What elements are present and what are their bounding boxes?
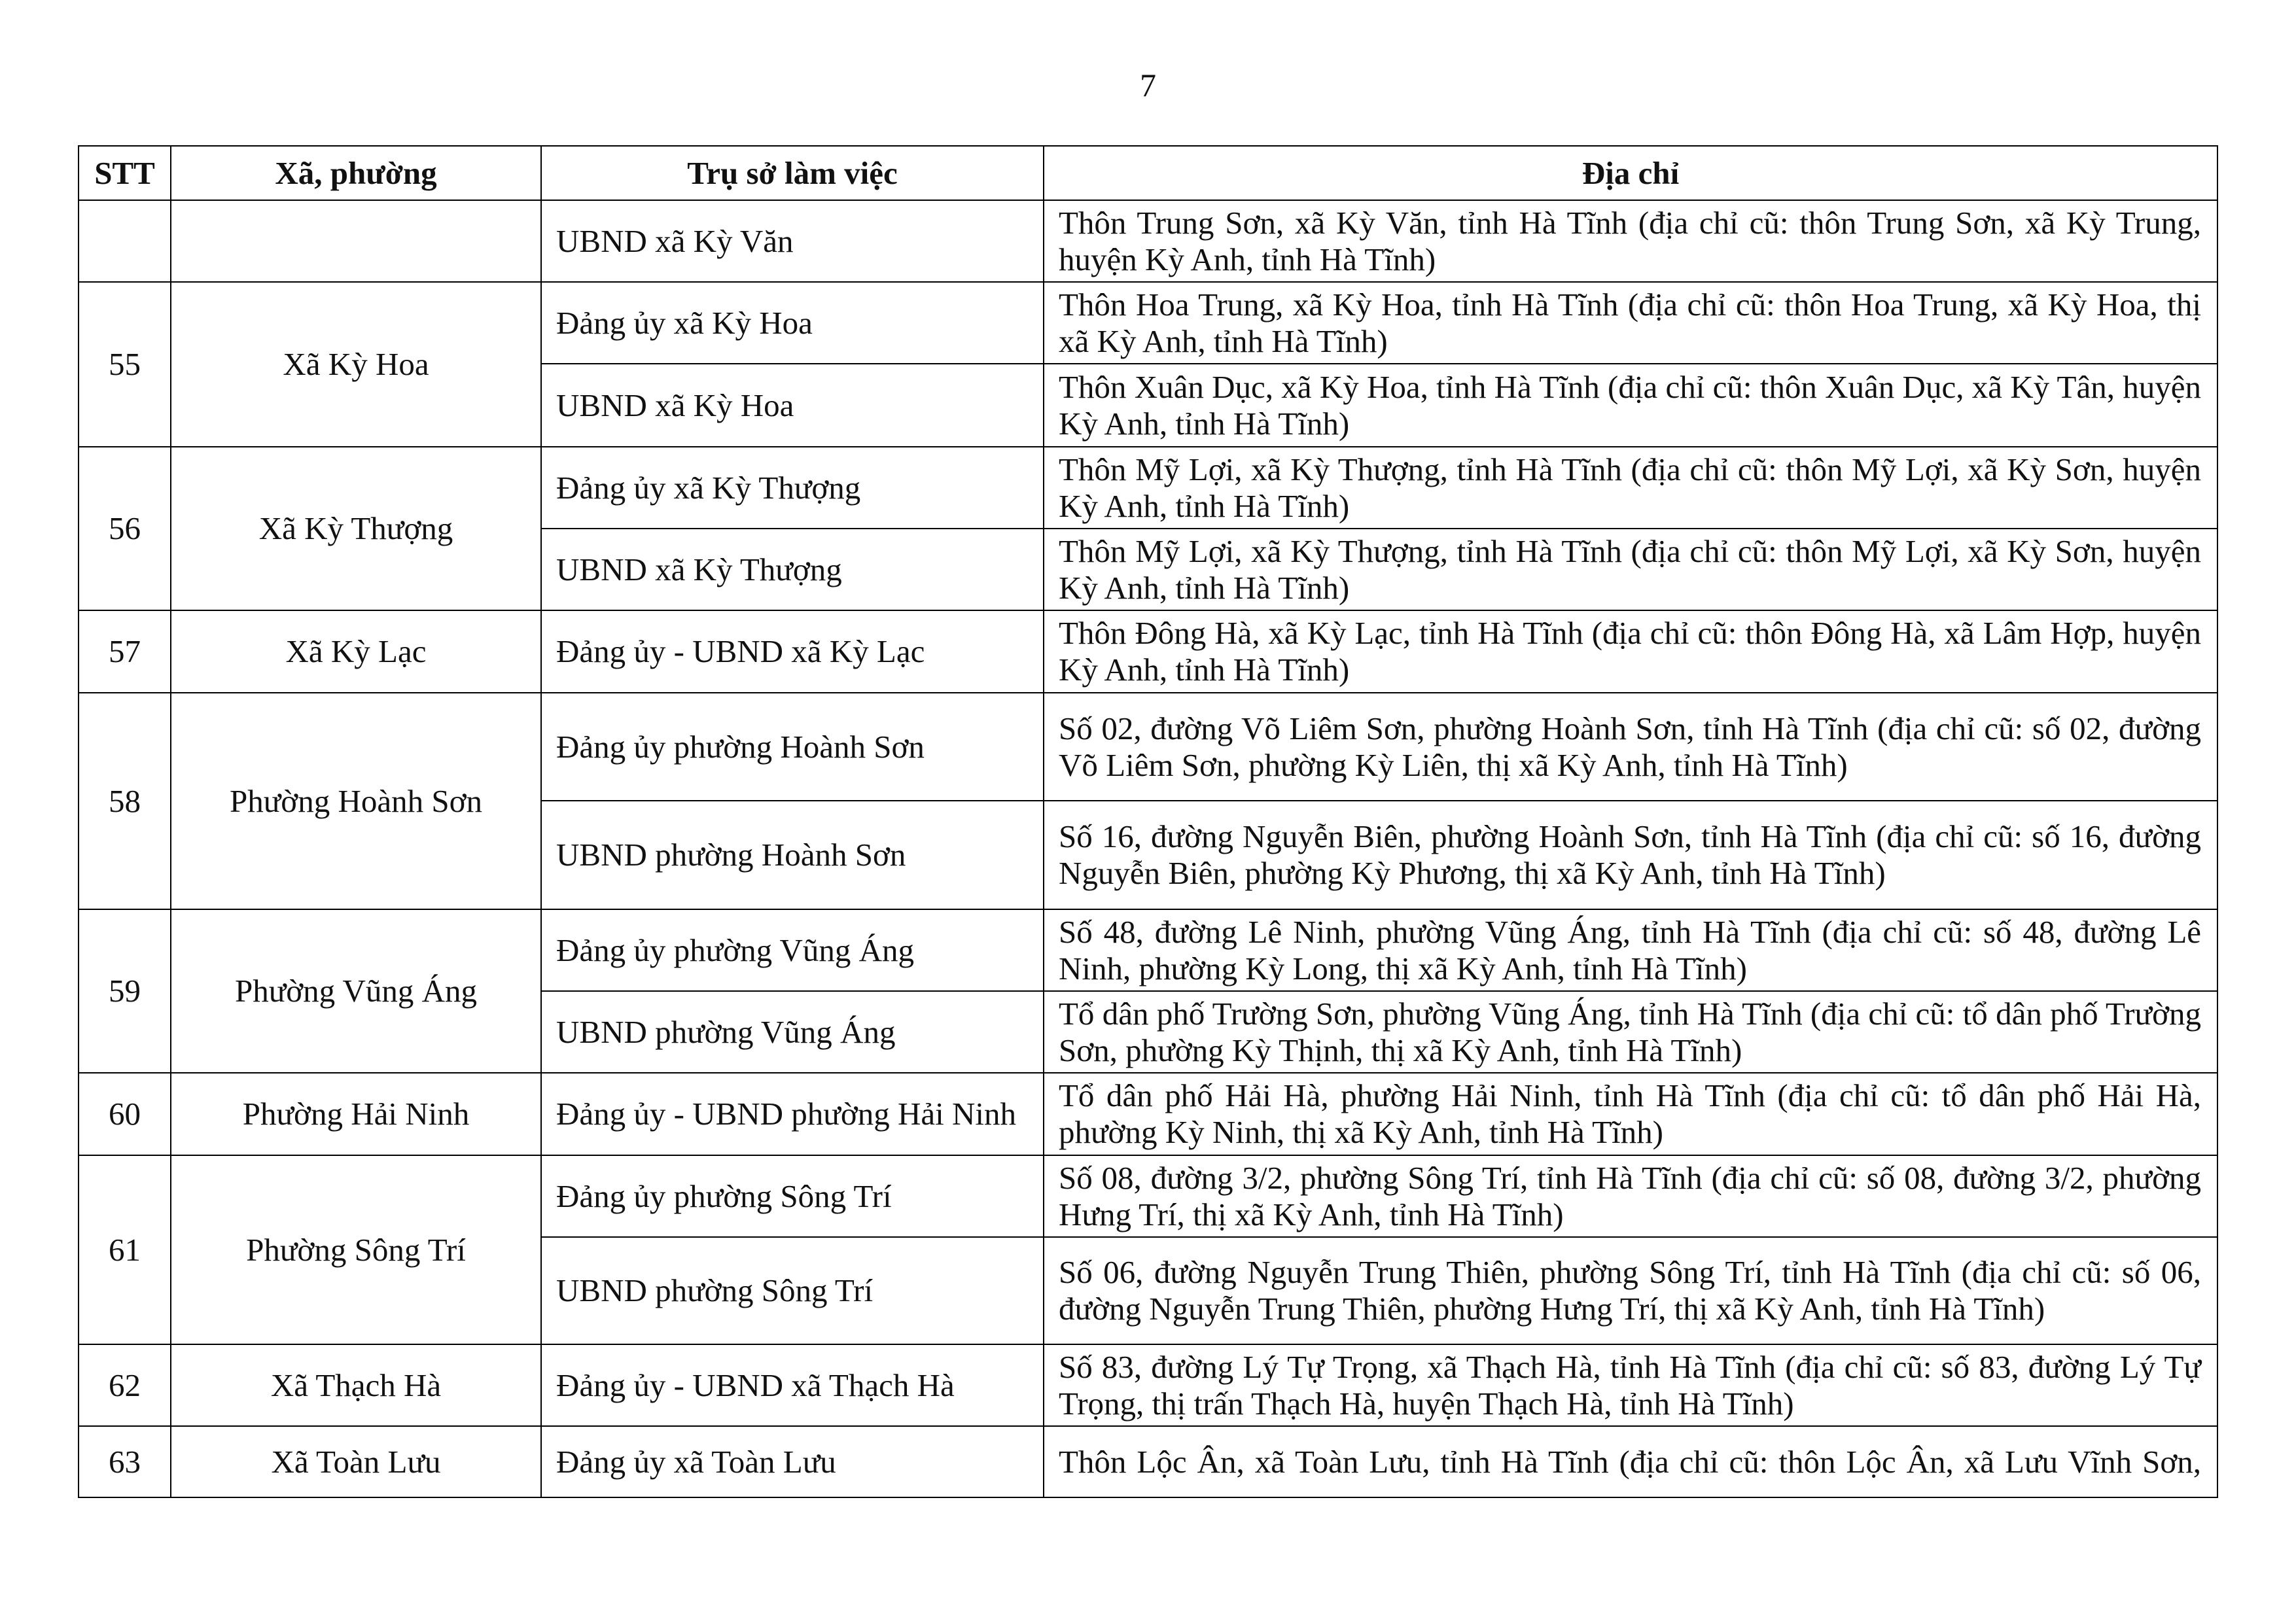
header-address: Địa chỉ — [1044, 146, 2217, 200]
cell-unit: Xã Thạch Hà — [171, 1344, 541, 1426]
table-row — [79, 1073, 2217, 1155]
cell-address: Tổ dân phố Hải Hà, phường Hải Ninh, tỉnh Hà Tĩnh (địa chỉ cũ: tổ dân phố Hải Hà, phường Kỳ Ninh, thị xã Kỳ Anh, tỉnh Hà Tĩnh) — [1044, 1073, 2217, 1155]
cell-office: UBND phường Vũng Áng — [541, 991, 1044, 1073]
cell-office: Đảng ủy xã Kỳ Hoa — [541, 282, 1044, 364]
cell-unit — [171, 200, 541, 282]
table-row — [79, 610, 2217, 693]
table-row — [79, 282, 2217, 364]
cell-address: Tổ dân phố Trường Sơn, phường Vũng Áng, tỉnh Hà Tĩnh (địa chỉ cũ: tổ dân phố Trường Sơn, phường Kỳ Thịnh, thị xã Kỳ Anh, tỉnh Hà Tĩnh) — [1044, 991, 2217, 1073]
table-row — [79, 447, 2217, 529]
cell-unit: Phường Vũng Áng — [171, 909, 541, 1073]
cell-unit: Xã Kỳ Hoa — [171, 282, 541, 447]
cell-office: UBND phường Sông Trí — [541, 1237, 1044, 1344]
cell-stt: 61 — [79, 1155, 171, 1344]
cell-address: Thôn Xuân Dục, xã Kỳ Hoa, tỉnh Hà Tĩnh (địa chỉ cũ: thôn Xuân Dục, xã Kỳ Tân, huyện Kỳ Anh, tỉnh Hà Tĩnh) — [1044, 364, 2217, 447]
cell-office: Đảng ủy phường Sông Trí — [541, 1155, 1044, 1237]
cell-office: UBND xã Kỳ Văn — [541, 200, 1044, 282]
cell-address: Số 83, đường Lý Tự Trọng, xã Thạch Hà, tỉnh Hà Tĩnh (địa chỉ cũ: số 83, đường Lý Tự Trọng, thị trấn Thạch Hà, huyện Thạch Hà, tỉnh Hà Tĩnh) — [1044, 1344, 2217, 1426]
cell-stt: 62 — [79, 1344, 171, 1426]
cell-office: UBND xã Kỳ Hoa — [541, 364, 1044, 447]
cell-office: Đảng ủy - UBND xã Thạch Hà — [541, 1344, 1044, 1426]
table-row — [79, 1426, 2217, 1497]
cell-address: Thôn Mỹ Lợi, xã Kỳ Thượng, tỉnh Hà Tĩnh (địa chỉ cũ: thôn Mỹ Lợi, xã Kỳ Sơn, huyện Kỳ Anh, tỉnh Hà Tĩnh) — [1044, 447, 2217, 529]
cell-stt — [79, 200, 171, 282]
cell-office: Đảng ủy - UBND phường Hải Ninh — [541, 1073, 1044, 1155]
cell-stt: 56 — [79, 447, 171, 610]
cell-address: Số 06, đường Nguyễn Trung Thiên, phường Sông Trí, tỉnh Hà Tĩnh (địa chỉ cũ: số 06, đường Nguyễn Trung Thiên, phường Hưng Trí, thị xã Kỳ Anh, tỉnh Hà Tĩnh) — [1044, 1237, 2217, 1344]
cell-address: Số 08, đường 3/2, phường Sông Trí, tỉnh Hà Tĩnh (địa chỉ cũ: số 08, đường 3/2, phường Hưng Trí, thị xã Kỳ Anh, tỉnh Hà Tĩnh) — [1044, 1155, 2217, 1237]
cell-address: Thôn Hoa Trung, xã Kỳ Hoa, tỉnh Hà Tĩnh (địa chỉ cũ: thôn Hoa Trung, xã Kỳ Hoa, thị xã Kỳ Anh, tỉnh Hà Tĩnh) — [1044, 282, 2217, 364]
cell-address: Số 16, đường Nguyễn Biên, phường Hoành Sơn, tỉnh Hà Tĩnh (địa chỉ cũ: số 16, đường Nguyễn Biên, phường Kỳ Phương, thị xã Kỳ Anh, tỉnh Hà Tĩnh) — [1044, 801, 2217, 909]
header-stt: STT — [79, 146, 171, 200]
header-office: Trụ sở làm việc — [541, 146, 1044, 200]
cell-office: UBND phường Hoành Sơn — [541, 801, 1044, 909]
header-unit: Xã, phường — [171, 146, 541, 200]
cell-unit: Phường Hoành Sơn — [171, 693, 541, 909]
cell-office: UBND xã Kỳ Thượng — [541, 529, 1044, 610]
cell-stt: 58 — [79, 693, 171, 909]
cell-office: Đảng ủy phường Hoành Sơn — [541, 693, 1044, 801]
office-address-table — [78, 145, 2218, 1498]
cell-unit: Xã Toàn Lưu — [171, 1426, 541, 1497]
cell-unit: Phường Hải Ninh — [171, 1073, 541, 1155]
cell-unit: Xã Kỳ Lạc — [171, 610, 541, 693]
header-row — [79, 146, 2217, 200]
cell-stt: 57 — [79, 610, 171, 693]
cell-address: Thôn Đông Hà, xã Kỳ Lạc, tỉnh Hà Tĩnh (địa chỉ cũ: thôn Đông Hà, xã Lâm Hợp, huyện Kỳ Anh, tỉnh Hà Tĩnh) — [1044, 610, 2217, 693]
page-number: 7 — [1140, 67, 1156, 103]
table-row — [79, 1155, 2217, 1237]
table-row — [79, 693, 2217, 801]
cell-unit: Phường Sông Trí — [171, 1155, 541, 1344]
cell-stt: 60 — [79, 1073, 171, 1155]
cell-stt: 55 — [79, 282, 171, 447]
cell-address: Thôn Trung Sơn, xã Kỳ Văn, tỉnh Hà Tĩnh (địa chỉ cũ: thôn Trung Sơn, xã Kỳ Trung, huyện Kỳ Anh, tỉnh Hà Tĩnh) — [1044, 200, 2217, 282]
table-row — [79, 909, 2217, 991]
cell-stt: 59 — [79, 909, 171, 1073]
table-row — [79, 1344, 2217, 1426]
cell-stt: 63 — [79, 1426, 171, 1497]
cell-address: Thôn Mỹ Lợi, xã Kỳ Thượng, tỉnh Hà Tĩnh (địa chỉ cũ: thôn Mỹ Lợi, xã Kỳ Sơn, huyện Kỳ Anh, tỉnh Hà Tĩnh) — [1044, 529, 2217, 610]
table-row — [79, 200, 2217, 282]
cell-office: Đảng ủy xã Kỳ Thượng — [541, 447, 1044, 529]
cell-unit: Xã Kỳ Thượng — [171, 447, 541, 610]
cell-office: Đảng ủy xã Toàn Lưu — [541, 1426, 1044, 1497]
cell-address: Thôn Lộc Ân, xã Toàn Lưu, tỉnh Hà Tĩnh (địa chỉ cũ: thôn Lộc Ân, xã Lưu Vĩnh Sơn, — [1044, 1426, 2217, 1497]
cell-office: Đảng ủy - UBND xã Kỳ Lạc — [541, 610, 1044, 693]
cell-address: Số 48, đường Lê Ninh, phường Vũng Áng, tỉnh Hà Tĩnh (địa chỉ cũ: số 48, đường Lê Ninh, phường Kỳ Long, thị xã Kỳ Anh, tỉnh Hà Tĩnh) — [1044, 909, 2217, 991]
cell-office: Đảng ủy phường Vũng Áng — [541, 909, 1044, 991]
cell-address: Số 02, đường Võ Liêm Sơn, phường Hoành Sơn, tỉnh Hà Tĩnh (địa chỉ cũ: số 02, đường Võ Liêm Sơn, phường Kỳ Liên, thị xã Kỳ Anh, tỉnh Hà Tĩnh) — [1044, 693, 2217, 801]
